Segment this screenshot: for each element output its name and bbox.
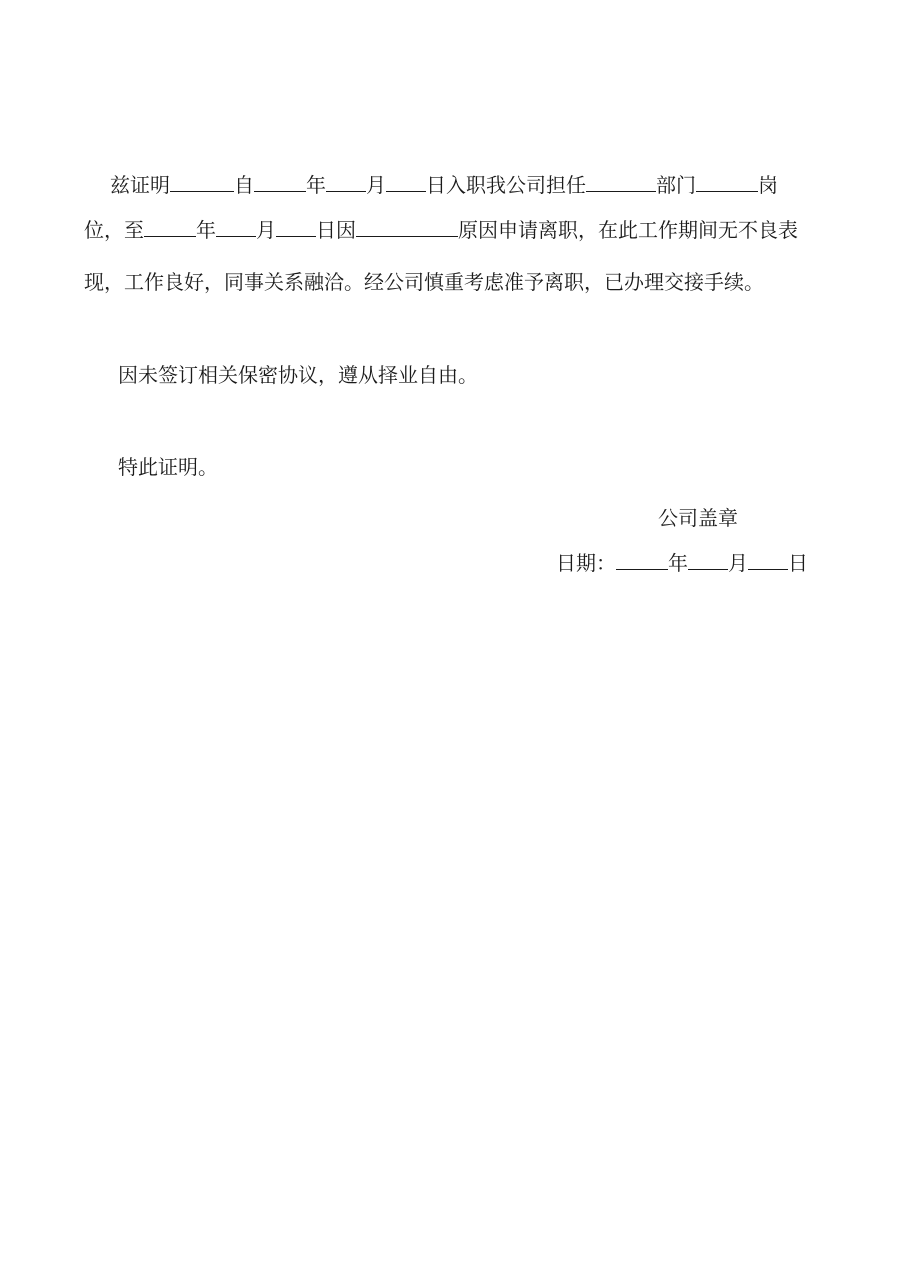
- reason-blank[interactable]: [356, 216, 458, 237]
- end-year-blank[interactable]: [144, 216, 196, 237]
- text: 年: [306, 173, 326, 197]
- department-blank[interactable]: [586, 171, 656, 192]
- text: 原因申请离职，在此工作期间无不良表: [458, 218, 798, 242]
- text: 日: [788, 551, 808, 575]
- paragraph-3: 特此证明。: [118, 455, 218, 479]
- date-line: [556, 548, 808, 578]
- text: 自: [234, 173, 254, 197]
- text: 位，至: [84, 218, 144, 242]
- end-day-blank[interactable]: [276, 216, 316, 237]
- end-month-blank[interactable]: [216, 216, 256, 237]
- start-year-blank[interactable]: [254, 171, 306, 192]
- start-month-blank[interactable]: [326, 171, 366, 192]
- paragraph-1-line-3: 现，工作良好，同事关系融洽。经公司慎重考虑准予离职，已办理交接手续。: [84, 270, 764, 294]
- text: 月: [256, 218, 276, 242]
- text: 年: [196, 218, 216, 242]
- position-blank[interactable]: [696, 171, 758, 192]
- text: 年: [668, 551, 688, 575]
- text: 月: [366, 173, 386, 197]
- text: 部门: [656, 173, 696, 197]
- date-month-blank[interactable]: [688, 549, 728, 570]
- date-day-blank[interactable]: [748, 549, 788, 570]
- paragraph-2: 因未签订相关保密协议，遵从择业自由。: [118, 363, 478, 387]
- paragraph-1-line-1: [84, 170, 822, 200]
- text: 兹证明: [110, 173, 170, 197]
- name-blank[interactable]: [170, 171, 234, 192]
- text: 日因: [316, 218, 356, 242]
- start-day-blank[interactable]: [386, 171, 426, 192]
- company-seal-label: 公司盖章: [658, 506, 738, 530]
- paragraph-1-line-2: [84, 215, 822, 245]
- text: 岗: [758, 173, 778, 197]
- date-year-blank[interactable]: [616, 549, 668, 570]
- text: 日入职我公司担任: [426, 173, 586, 197]
- date-label: 日期：: [556, 551, 616, 575]
- text: 月: [728, 551, 748, 575]
